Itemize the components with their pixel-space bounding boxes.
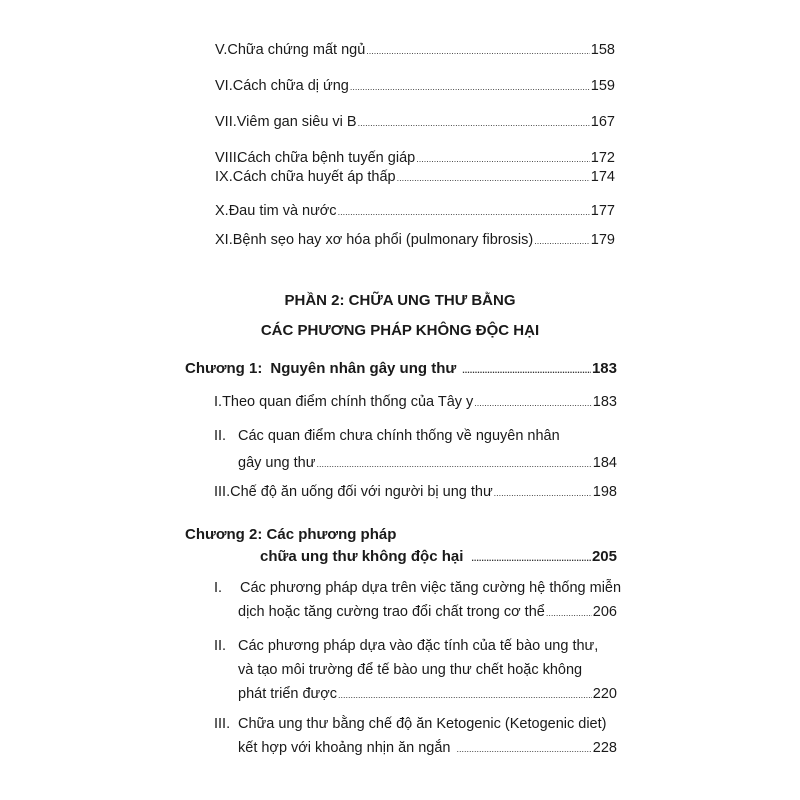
leader-dots xyxy=(462,365,591,375)
chapter-title-line-2: chữa ung thư không độc hại xyxy=(260,548,464,565)
entry-title: Chế độ ăn uống đối với người bị ung thư xyxy=(230,484,493,500)
leader-dots xyxy=(366,46,590,56)
leader-dots xyxy=(338,207,590,217)
toc-entry[interactable] xyxy=(215,169,615,185)
entry-title: Bệnh sẹo hay xơ hóa phổi (pulmonary fibrosis) xyxy=(232,232,534,248)
toc-entry[interactable] xyxy=(238,740,617,756)
entry-numeral: I. xyxy=(214,580,223,596)
entry-page-number: 158 xyxy=(590,42,615,58)
toc-entry[interactable] xyxy=(215,114,615,130)
toc-entry[interactable] xyxy=(238,604,617,620)
entry-numeral: VIII. xyxy=(215,150,241,166)
chapter-label: Chương 1: xyxy=(185,360,263,377)
entry-title-line-2: dịch hoặc tăng cường trao đổi chất trong cơ thể xyxy=(238,604,545,620)
entry-title: Chữa chứng mất ngủ xyxy=(227,42,366,58)
entry-numeral: VII. xyxy=(215,114,237,130)
leader-dots xyxy=(397,173,590,183)
entry-numeral: IX. xyxy=(215,169,233,185)
part-heading-line-1: PHẦN 2: CHỮA UNG THƯ BẰNG xyxy=(284,292,516,309)
entry-page-number: 183 xyxy=(592,394,617,410)
chapter-1-entry[interactable] xyxy=(185,360,617,377)
entry-page-number: 159 xyxy=(590,78,615,94)
entry-page-number: 220 xyxy=(592,686,617,702)
entry-page-number: 228 xyxy=(592,740,617,756)
toc-entry[interactable] xyxy=(238,455,617,471)
toc-entry[interactable] xyxy=(215,203,615,219)
leader-dots xyxy=(350,82,590,92)
entry-numeral: X. xyxy=(215,203,229,219)
chapter-title: Nguyên nhân gây ung thư xyxy=(270,360,457,377)
toc-entry[interactable] xyxy=(214,394,617,410)
entry-numeral: I. xyxy=(214,394,223,410)
chapter-label: Chương 2: xyxy=(185,526,263,543)
entry-numeral: II. xyxy=(214,428,227,444)
leader-dots xyxy=(534,236,590,246)
toc-entry[interactable] xyxy=(215,42,615,58)
entry-title: Viêm gan siêu vi B xyxy=(236,114,357,130)
leader-dots xyxy=(457,744,592,754)
entry-numeral: II. xyxy=(214,638,227,654)
entry-title-line-1[interactable]: Các phương pháp dựa vào đặc tính của tế bào ung thư, xyxy=(238,638,599,654)
entry-numeral: V. xyxy=(215,42,228,58)
entry-page-number: 177 xyxy=(590,203,615,219)
leader-dots xyxy=(474,398,592,408)
entry-page-number: 184 xyxy=(592,455,617,471)
entry-title: Theo quan điểm chính thống của Tây y xyxy=(222,394,474,410)
entry-numeral: III. xyxy=(214,484,231,500)
chapter-title-line-1: Các phương pháp xyxy=(266,526,397,543)
leader-dots xyxy=(316,459,591,469)
part-heading-line-2: CÁC PHƯƠNG PHÁP KHÔNG ĐỘC HẠI xyxy=(260,322,540,339)
toc-entry[interactable] xyxy=(214,484,617,500)
entry-page-number: 198 xyxy=(592,484,617,500)
entry-page-number: 167 xyxy=(590,114,615,130)
entry-numeral: VI. xyxy=(215,78,233,94)
toc-entry[interactable] xyxy=(215,150,615,166)
leader-dots xyxy=(338,690,592,700)
entry-page-number: 206 xyxy=(592,604,617,620)
leader-dots xyxy=(546,608,592,618)
entry-title-line-2: gây ung thư xyxy=(238,455,316,471)
leader-dots xyxy=(494,488,592,498)
entry-title: Cách chữa dị ứng xyxy=(232,78,349,94)
entry-numeral: XI. xyxy=(215,232,233,248)
entry-page-number: 179 xyxy=(590,232,615,248)
toc-entry[interactable] xyxy=(238,686,617,702)
leader-dots xyxy=(471,553,591,563)
entry-title: Đau tim và nước xyxy=(228,203,337,219)
chapter-2-entry[interactable] xyxy=(260,548,617,565)
toc-entry[interactable] xyxy=(215,232,615,248)
chapter-2-label-line[interactable] xyxy=(185,526,396,543)
chapter-page-number: 205 xyxy=(591,548,617,565)
entry-title-line-1[interactable]: Các phương pháp dựa trên việc tăng cường hệ thống miễn xyxy=(240,580,622,596)
entry-title-line-2[interactable]: và tạo môi trường để tế bào ung thư chết hoặc không xyxy=(238,662,583,678)
entry-numeral: III. xyxy=(214,716,231,732)
toc-entry[interactable] xyxy=(215,78,615,94)
entry-title-line-3: phát triển được xyxy=(238,686,338,702)
entry-title: Cách chữa bệnh tuyến giáp xyxy=(237,150,416,166)
entry-page-number: 172 xyxy=(590,150,615,166)
entry-title-line-1[interactable]: Các quan điểm chưa chính thống về nguyên nhân xyxy=(238,428,560,444)
entry-page-number: 174 xyxy=(590,169,615,185)
entry-title-line-2: kết hợp với khoảng nhịn ăn ngắn xyxy=(238,740,451,756)
chapter-page-number: 183 xyxy=(591,360,617,377)
entry-title-line-1[interactable]: Chữa ung thư bằng chế độ ăn Ketogenic (Ketogenic diet) xyxy=(238,716,607,732)
leader-dots xyxy=(416,154,590,164)
entry-title: Cách chữa huyết áp thấp xyxy=(232,169,396,185)
leader-dots xyxy=(358,118,590,128)
